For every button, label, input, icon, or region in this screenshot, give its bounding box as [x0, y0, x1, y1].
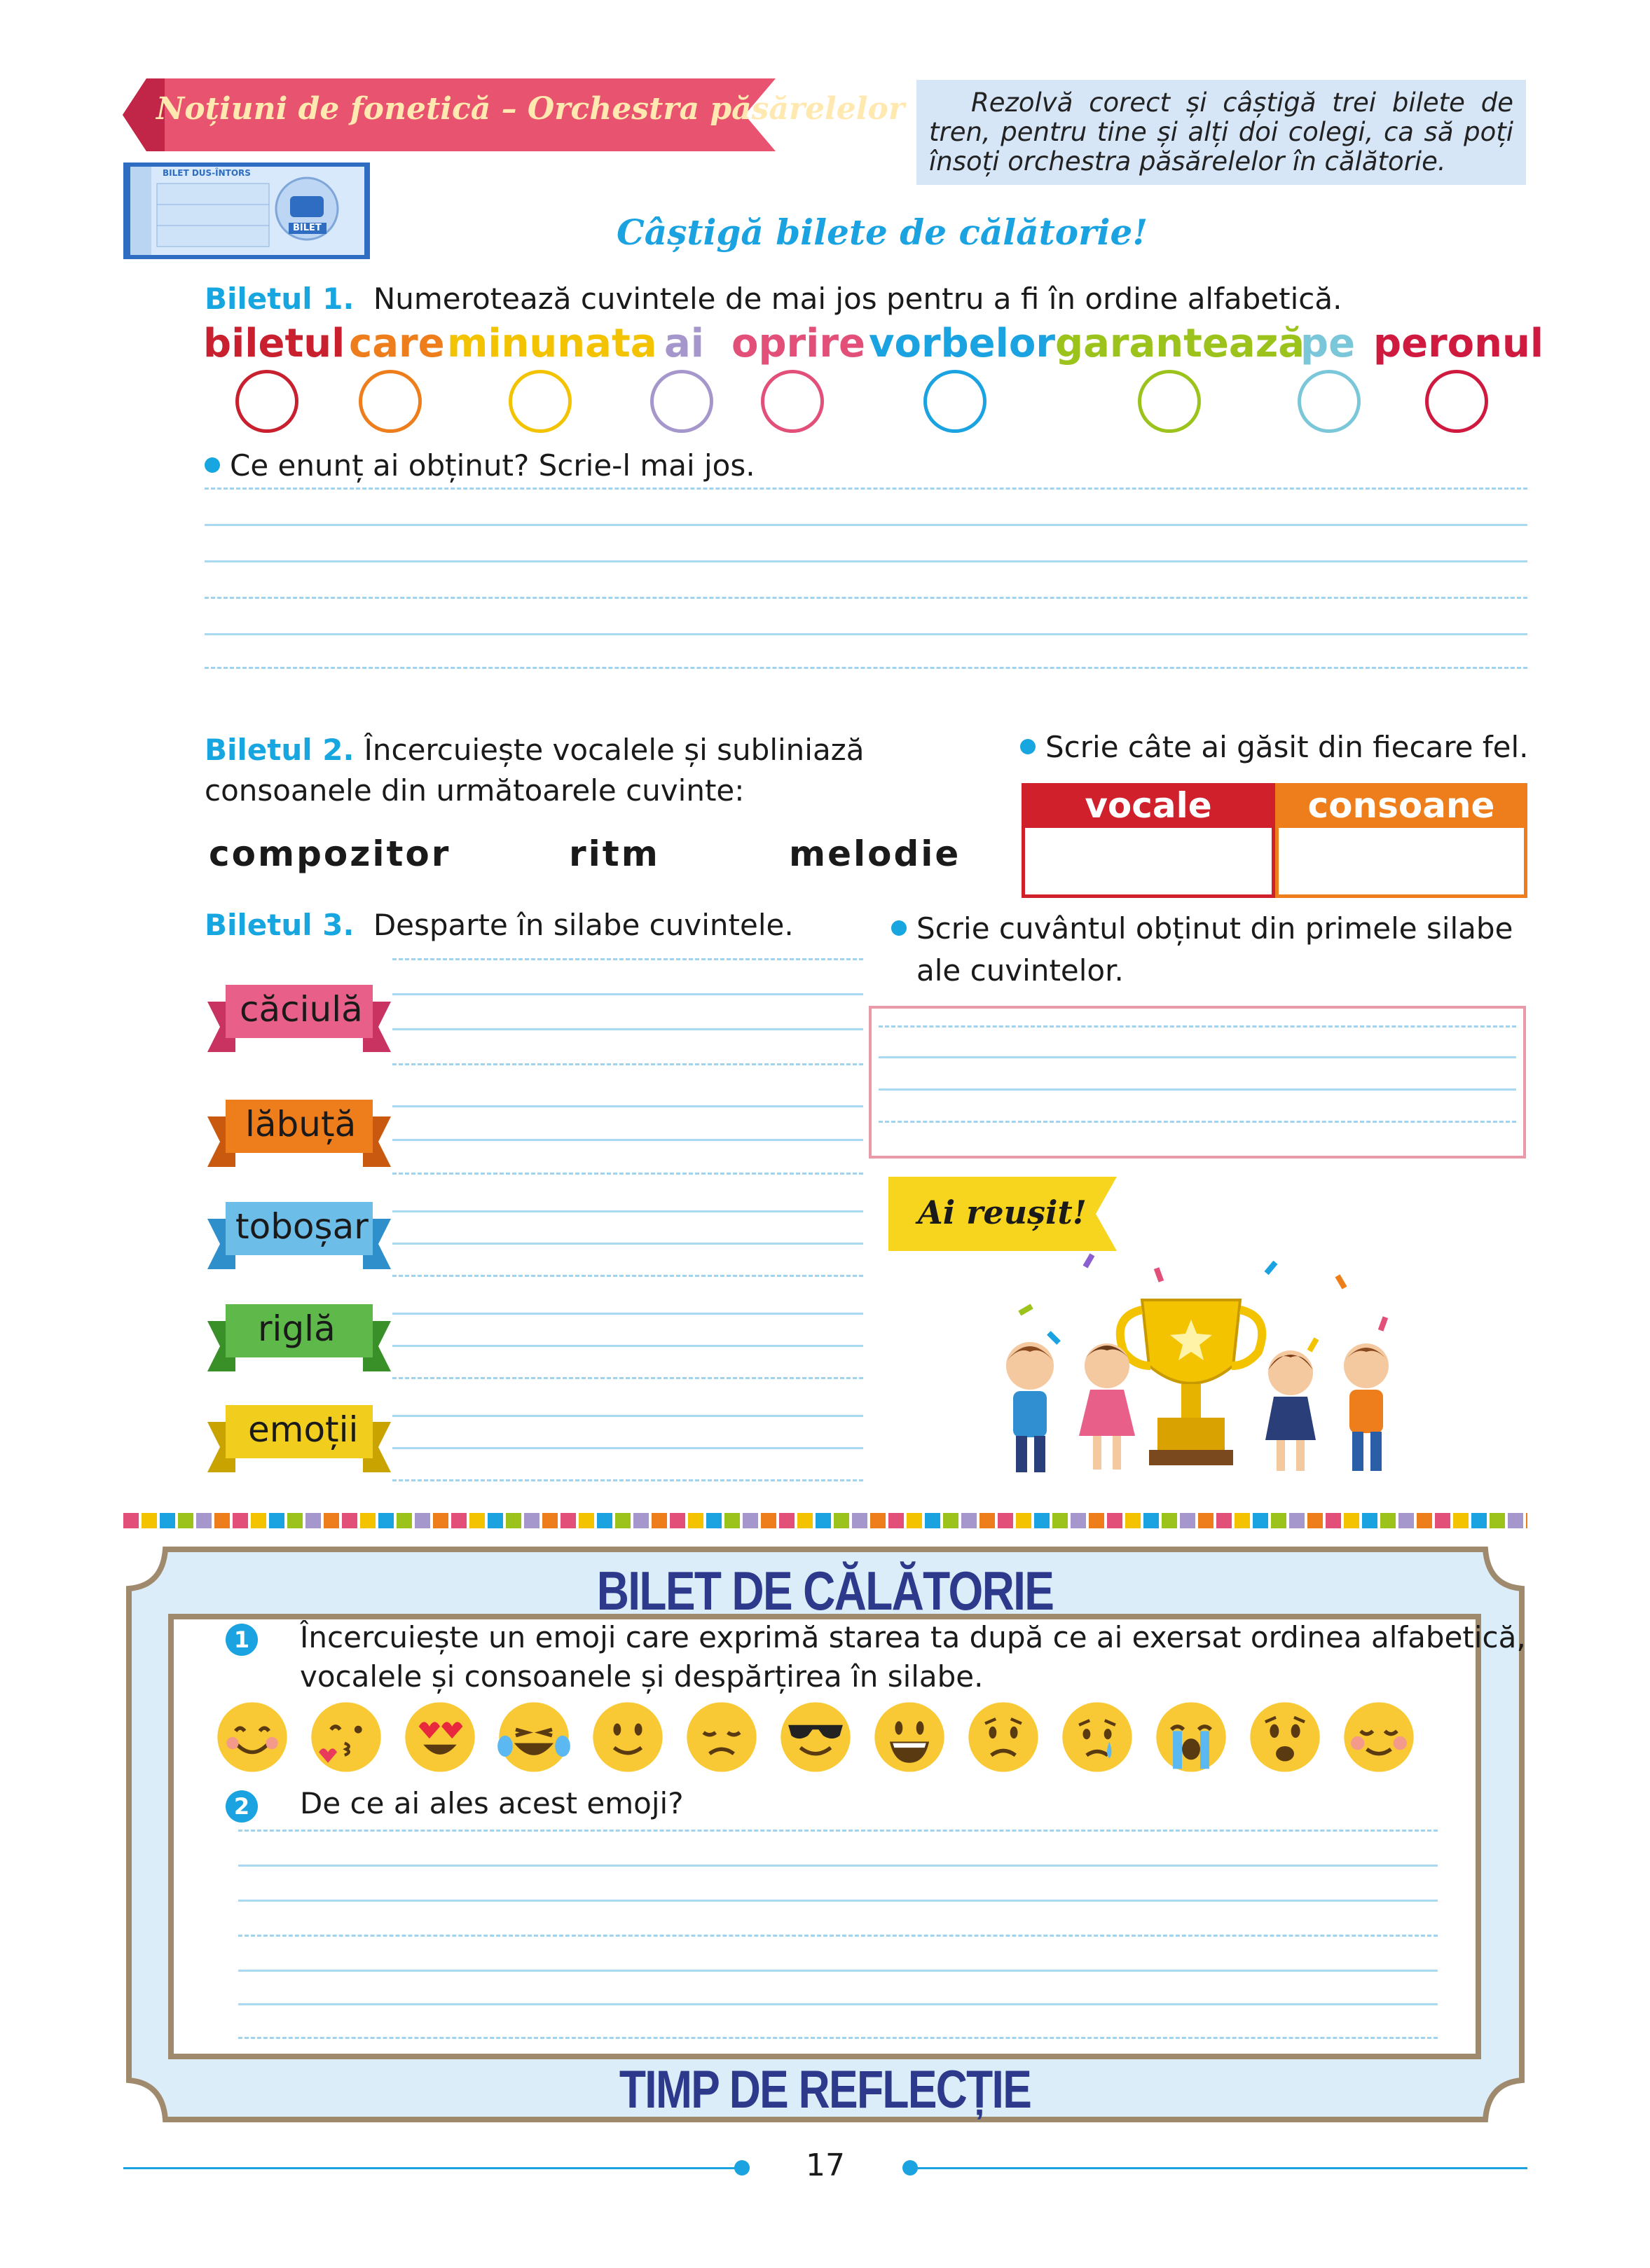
ticket2-instruction-line1: Încercuiește vocalele și subliniază	[364, 733, 865, 767]
word-peronul: peronul	[1373, 321, 1544, 366]
count-table	[1022, 783, 1527, 898]
disappointed-face-icon[interactable]	[684, 1699, 759, 1775]
sunglasses-face-icon[interactable]	[778, 1699, 853, 1775]
ribbon-text-emotii: emoții	[248, 1409, 359, 1450]
word-ai: ai	[664, 321, 704, 366]
consoane-header: consoane	[1275, 783, 1527, 828]
syllable-prompt-line1: Scrie cuvântul obținut din primele silabe	[916, 911, 1513, 946]
order-circle-1[interactable]	[235, 370, 298, 433]
q1-text	[300, 1618, 1526, 1696]
word-ribbon-labuta	[207, 1100, 391, 1167]
word-ribbon-tobosar	[207, 1202, 391, 1269]
celebrating-kids-with-trophy	[974, 1247, 1422, 1492]
relieved-face-icon[interactable]	[1341, 1699, 1417, 1775]
chapter-banner	[123, 76, 905, 154]
syllable-prompt-line2: ale cuvintelor.	[916, 953, 1124, 988]
word-ribbon-rigla	[207, 1304, 391, 1371]
ticket1-answer-lines[interactable]	[205, 488, 1527, 670]
section-title: Câștigă bilete de călătorie!	[617, 212, 1148, 253]
word-garanteaza: garantează	[1055, 321, 1305, 366]
intro-box	[916, 80, 1526, 185]
reflection-footer-title: TIMP DE REFLECȚIE	[619, 2060, 1031, 2120]
footer-line-right	[911, 2167, 1527, 2169]
ticket-stamp-text: BILET	[293, 223, 322, 233]
footer-line-left	[123, 2167, 740, 2169]
order-circle-9[interactable]	[1425, 370, 1488, 433]
ticket1-question-text: Ce enunț ai obținut? Scrie-l mai jos.	[230, 448, 755, 483]
heart-eyes-face-icon[interactable]	[402, 1699, 478, 1775]
tears-of-joy-face-icon[interactable]	[496, 1699, 572, 1775]
ticket3-label: Biletul 3.	[205, 908, 355, 942]
consoane-count-cell[interactable]	[1275, 828, 1527, 898]
q2-number-badge: 2	[226, 1790, 258, 1823]
chapter-banner-title: Noțiuni de fonetică – Orchestra păsărelelor	[156, 91, 905, 127]
q2-text: De ce ai ales acest emoji?	[300, 1786, 684, 1820]
crying-face-icon[interactable]	[1059, 1699, 1135, 1775]
intro-text: Rezolvă corect și câștigă trei bilete de tren, pentru tine și alți doi colegi, ca să poți însoți orchestra păsărelelor în călătorie.	[929, 88, 1513, 177]
word-vorbelor: vorbelor	[869, 321, 1055, 366]
ticket2-word-melodie: melodie	[789, 834, 961, 874]
anxious-face-icon[interactable]	[1247, 1699, 1323, 1775]
word-minunata: minunata	[447, 321, 657, 366]
q2-answer-lines[interactable]	[238, 1830, 1438, 2054]
footer-dot-left	[734, 2160, 750, 2176]
ticket1-label: Biletul 1.	[205, 282, 355, 316]
bullet-icon	[891, 920, 907, 936]
ticket2-instruction	[205, 730, 864, 811]
ticket2-word-ritm: ritm	[569, 834, 660, 874]
ticket1-instruction-row	[205, 282, 1342, 316]
syllable-prompt	[891, 908, 1513, 992]
worried-face-icon[interactable]	[965, 1699, 1041, 1775]
q1-number-badge: 1	[226, 1624, 258, 1656]
order-circle-7[interactable]	[1138, 370, 1201, 433]
slightly-smiling-face-icon[interactable]	[590, 1699, 666, 1775]
ticket3-instruction: Desparte în silabe cuvintele.	[373, 908, 794, 942]
success-text: Ai reușit!	[918, 1194, 1087, 1231]
q1-line1: Încercuiește un emoji care exprimă starea ta după ce ai exersat ordinea alfabetică,	[300, 1620, 1526, 1654]
alphabet-words-row	[0, 321, 1650, 377]
color-stripe-divider	[123, 1513, 1527, 1528]
ribbon-text-labuta: lăbuță	[245, 1104, 357, 1145]
ticket2-label: Biletul 2.	[205, 733, 355, 767]
ribbon-text-caciula: căciulă	[240, 989, 363, 1030]
vocale-count-cell[interactable]	[1022, 828, 1275, 898]
word-pe: pe	[1300, 321, 1356, 366]
ticket-heading: BILET DUS-ÎNTORS	[163, 168, 251, 178]
ribbon-text-tobosar: toboșar	[235, 1206, 369, 1247]
order-circle-3[interactable]	[509, 370, 572, 433]
face-blowing-kiss-icon[interactable]	[308, 1699, 384, 1775]
ticket2-instruction-line2: consoanele din următoarele cuvinte:	[205, 773, 745, 808]
order-circle-5[interactable]	[761, 370, 824, 433]
success-flag	[888, 1177, 1117, 1251]
syllable-answer-lines[interactable]	[392, 958, 863, 1502]
train-ticket-illustration	[123, 163, 370, 259]
ticket1-question	[205, 448, 755, 483]
loudly-crying-face-icon[interactable]	[1153, 1699, 1229, 1775]
word-care: care	[349, 321, 445, 366]
grinning-face-icon[interactable]	[872, 1699, 947, 1775]
count-prompt-text: Scrie câte ai găsit din fiecare fel.	[1045, 730, 1529, 764]
page-number: 17	[806, 2148, 845, 2183]
syllable-word-box[interactable]	[869, 1006, 1526, 1159]
count-prompt	[1020, 730, 1529, 764]
order-circle-8[interactable]	[1298, 370, 1361, 433]
ticket3-instruction-row	[205, 908, 794, 942]
reflection-title: BILET DE CĂLĂTORIE	[596, 1560, 1054, 1622]
word-biletul: biletul	[203, 321, 345, 366]
word-oprire: oprire	[731, 321, 865, 366]
ticket1-instruction: Numerotează cuvintele de mai jos pentru a fi în ordine alfabetică.	[373, 282, 1342, 316]
word-ribbon-caciula	[207, 985, 391, 1052]
bullet-icon	[1020, 739, 1036, 754]
ribbon-text-rigla: riglă	[258, 1308, 336, 1349]
q1-line2: vocalele și consoanele și despărțirea în silabe.	[300, 1659, 984, 1694]
order-circle-2[interactable]	[359, 370, 422, 433]
bullet-icon	[205, 457, 220, 473]
smiling-face-icon[interactable]	[214, 1699, 290, 1775]
ticket2-word-compozitor: compozitor	[209, 834, 451, 874]
vocale-header: vocale	[1022, 783, 1275, 828]
order-circle-4[interactable]	[650, 370, 713, 433]
word-ribbon-emotii	[207, 1405, 391, 1472]
order-circle-6[interactable]	[923, 370, 986, 433]
